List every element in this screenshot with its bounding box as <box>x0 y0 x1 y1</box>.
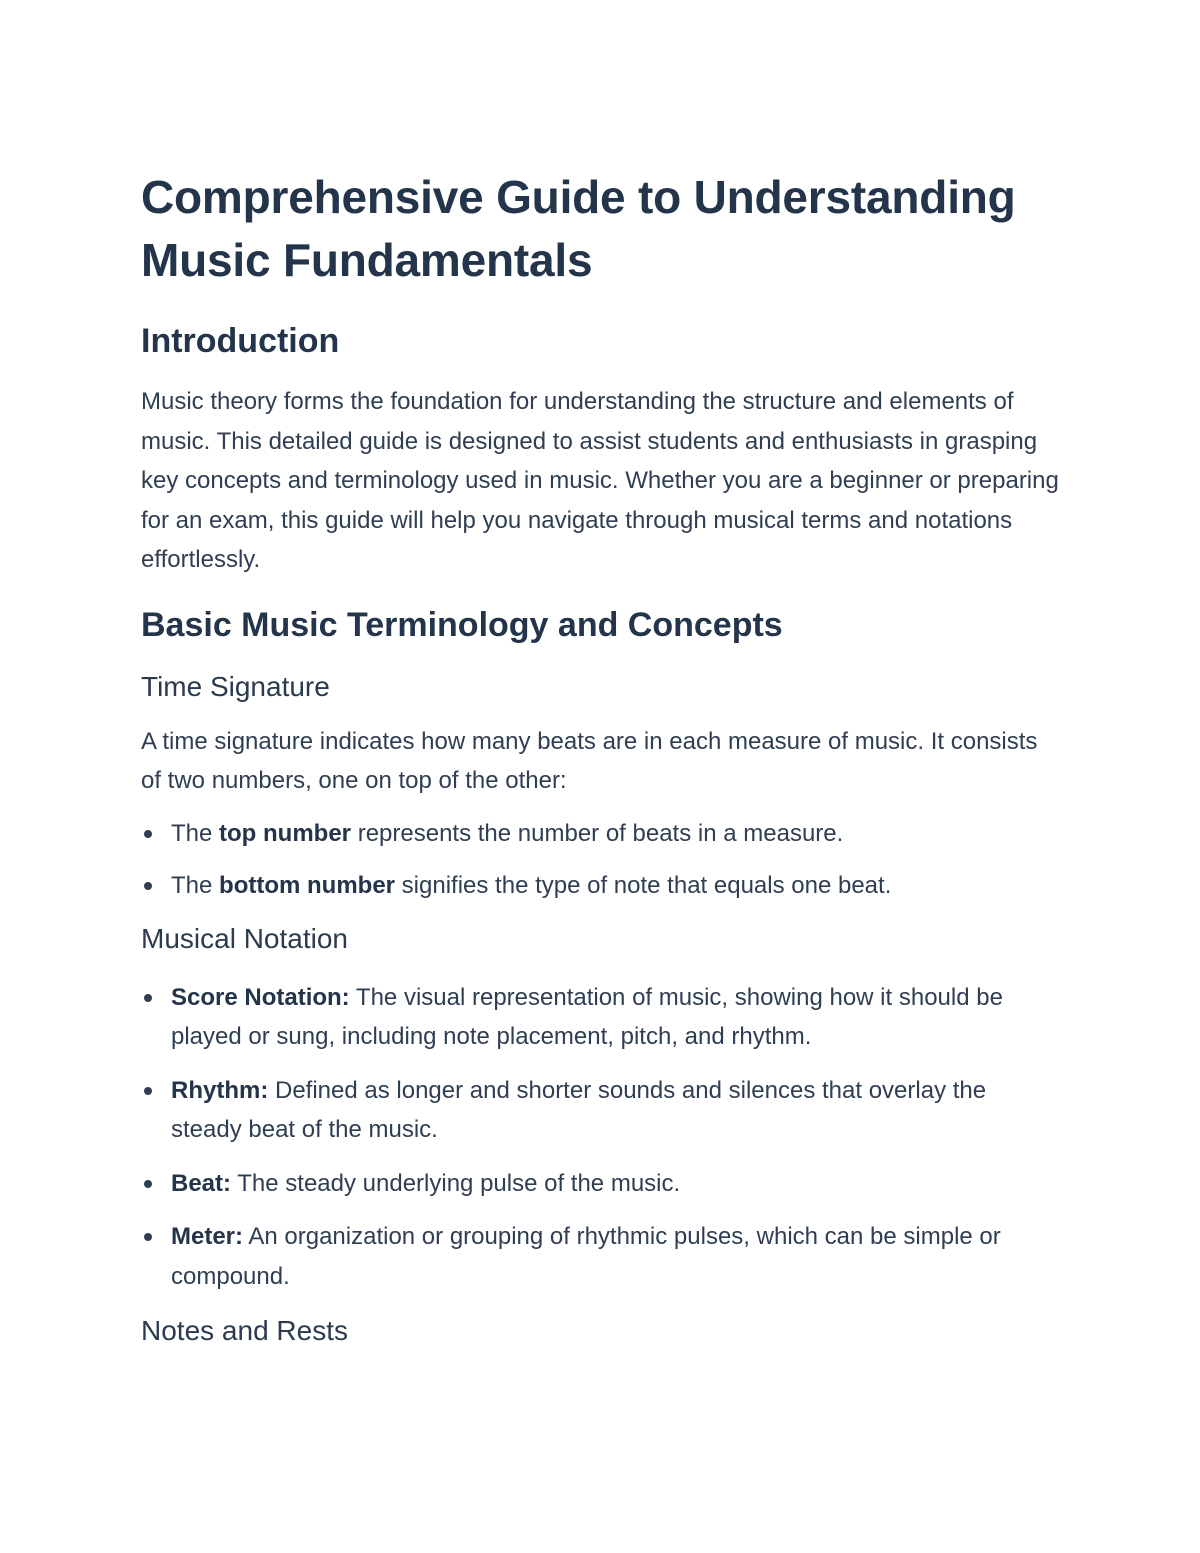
list-item <box>141 814 1061 854</box>
list-item-term: Score Notation: <box>171 983 350 1011</box>
bullet-icon <box>144 994 152 1002</box>
list-item-text: represents the number of beats in a measure. <box>351 819 844 847</box>
musical-notation-list <box>141 978 1061 1297</box>
list-item-text: signifies the type of note that equals one beat. <box>395 872 892 899</box>
list-item <box>141 1071 1061 1150</box>
time-signature-paragraph: A time signature indicates how many beats are in each measure of music. It consists of two numbers, one on top of the other: <box>141 727 1038 794</box>
bullet-icon <box>144 1233 152 1241</box>
list-item-term: Rhythm: <box>171 1076 269 1104</box>
time-signature-list <box>141 814 1061 906</box>
introduction-paragraph: Music theory forms the foundation for understanding the structure and elements of music. This detailed guide is designed to assist students and enthusiasts in grasping key concepts and terminology used in music. Whether you are a beginner or preparing for an exam, this guide will help you navigate through musical terms and notations effortlessly. <box>141 388 1059 573</box>
time-signature-heading: Time Signature <box>141 670 330 702</box>
basic-terminology-heading: Basic Music Terminology and Concepts <box>141 605 783 644</box>
musical-notation-heading: Musical Notation <box>141 922 348 954</box>
list-item-text: Defined as longer and shorter sounds and silences that overlay the steady beat of the music. <box>171 1076 987 1143</box>
list-item-text: An organization or grouping of rhythmic pulses, which can be simple or compound. <box>171 1223 1001 1290</box>
bullet-icon <box>144 1180 152 1188</box>
list-item <box>141 1217 1061 1296</box>
document-page <box>141 166 1061 1350</box>
introduction-heading: Introduction <box>141 322 340 360</box>
notes-and-rests-heading: Notes and Rests <box>141 1315 348 1346</box>
list-item-term: Meter: <box>171 1223 244 1250</box>
list-item <box>141 978 1061 1057</box>
list-item <box>141 866 1061 906</box>
bullet-icon <box>144 830 152 838</box>
bullet-icon <box>144 1087 152 1095</box>
list-item-prefix: The <box>171 872 220 899</box>
bullet-icon <box>144 882 152 890</box>
list-item-term: Beat: <box>171 1169 232 1197</box>
list-item-term: top number <box>219 819 352 847</box>
list-item-text: The steady underlying pulse of the music. <box>231 1169 681 1197</box>
document-title: Comprehensive Guide to Understanding Music Fundamentals <box>141 171 1016 286</box>
list-item-prefix: The <box>171 819 220 847</box>
list-item-term: bottom number <box>219 872 396 899</box>
list-item-text: The visual representation of music, showing how it should be played or sung, including note placement, pitch, and rhythm. <box>171 983 1003 1050</box>
list-item <box>141 1164 1061 1204</box>
